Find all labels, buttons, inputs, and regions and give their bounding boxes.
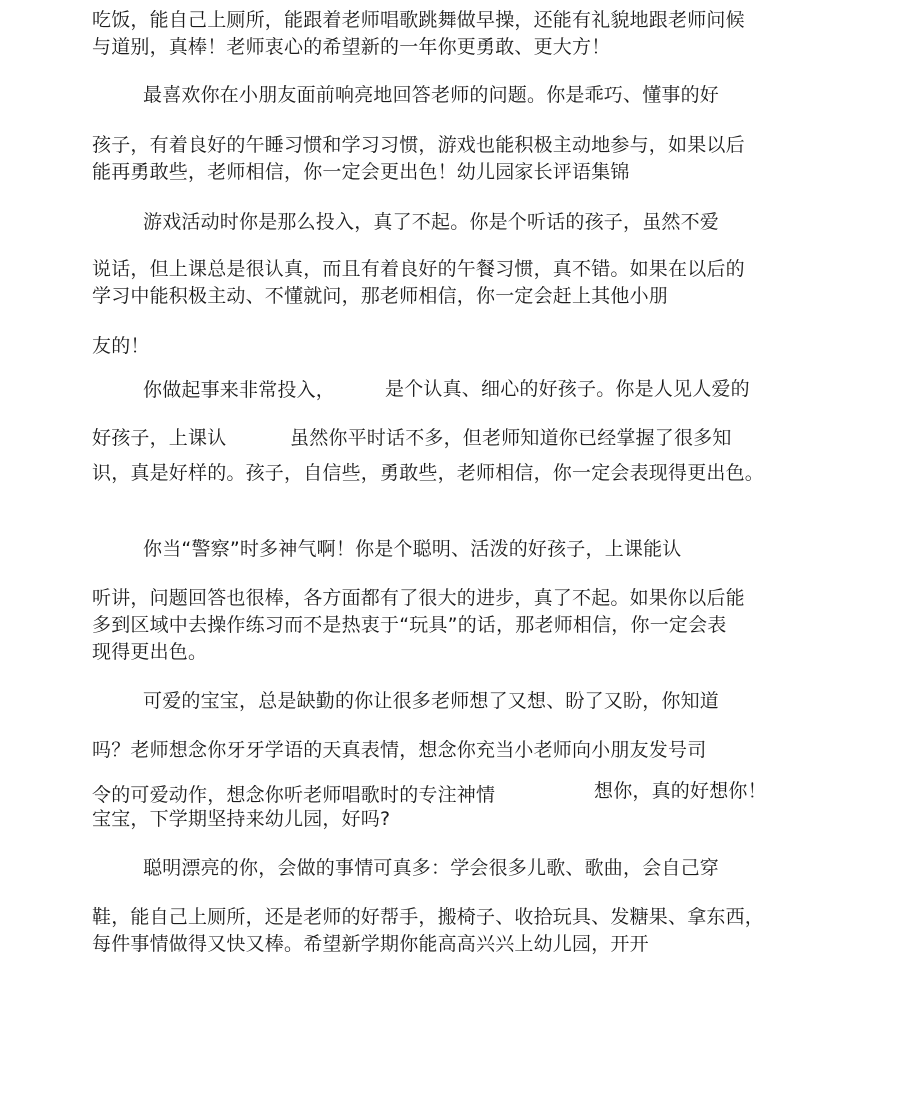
paragraph-start-line: 你当“警察”时多神气啊！你是个聪明、活泼的好孩子，上课能认 xyxy=(143,538,682,560)
paragraph-start-line: 最喜欢你在小朋友面前响亮地回答老师的问题。你是乖巧、懂事的好 xyxy=(143,84,720,106)
text-line: 与道别，真棒！老师衷心的希望新的一年你更勇敢、更大方！ xyxy=(92,36,611,58)
text-line: 吗？老师想念你牙牙学语的天真表情，想念你充当小老师向小朋友发号司 xyxy=(92,739,707,761)
paragraph-start-line: 你做起事来非常投入， xyxy=(143,379,336,401)
text-line: 学习中能积极主动、不懂就问，那老师相信，你一定会赶上其他小朋 xyxy=(92,285,669,307)
text-line-segment: 虽然你平时话不多，但老师知道你已经掌握了很多知 xyxy=(290,427,732,449)
paragraph-start-line: 可爱的宝宝，总是缺勤的你让很多老师想了又想、盼了又盼，你知道 xyxy=(143,690,720,712)
text-line: 听讲，问题回答也很棒，各方面都有了很大的进步，真了不起。如果你以后能 xyxy=(92,587,745,609)
text-line: 好孩子，上课认 xyxy=(92,427,227,449)
text-line: 每件事情做得又快又棒。希望新学期你能高高兴兴上幼儿园，开开 xyxy=(92,933,649,955)
text-line-segment: 是个认真、细心的好孩子。你是人见人爱的 xyxy=(385,378,750,400)
text-line: 识，真是好样的。孩子，自信些，勇敢些，老师相信，你一定会表现得更出色。 xyxy=(92,462,765,484)
paragraph-start-line: 游戏活动时你是那么投入，真了不起。你是个听话的孩子，虽然不爱 xyxy=(143,211,720,233)
text-line: 多到区域中去操作练习而不是热衷于“玩具”的话，那老师相信，你一定会表 xyxy=(92,614,727,636)
paragraph-start-line: 聪明漂亮的你，会做的事情可真多：学会很多儿歌、歌曲，会自己穿 xyxy=(143,857,720,879)
text-line: 孩子，有着良好的午睡习惯和学习习惯，游戏也能积极主动地参与，如果以后 xyxy=(92,134,745,156)
text-line-segment: 想你，真的好想你！ xyxy=(594,780,767,802)
text-line: 鞋，能自己上厕所，还是老师的好帮手，搬椅子、收拾玩具、发糖果、拿东西， xyxy=(92,906,765,928)
text-line: 令的可爱动作，想念你听老师唱歌时的专注神情 xyxy=(92,784,496,806)
text-line: 宝宝，下学期坚持来幼儿园，好吗? xyxy=(92,808,391,830)
text-line: 说话，但上课总是很认真，而且有着良好的午餐习惯，真不错。如果在以后的 xyxy=(92,258,745,280)
text-line: 能再勇敢些，老师相信，你一定会更出色！幼儿园家长评语集锦 xyxy=(92,161,630,183)
text-line: 友的！ xyxy=(92,335,150,357)
text-line: 吃饭，能自己上厕所，能跟着老师唱歌跳舞做早操，还能有礼貌地跟老师问候 xyxy=(92,9,745,31)
text-line: 现得更出色。 xyxy=(92,641,208,663)
